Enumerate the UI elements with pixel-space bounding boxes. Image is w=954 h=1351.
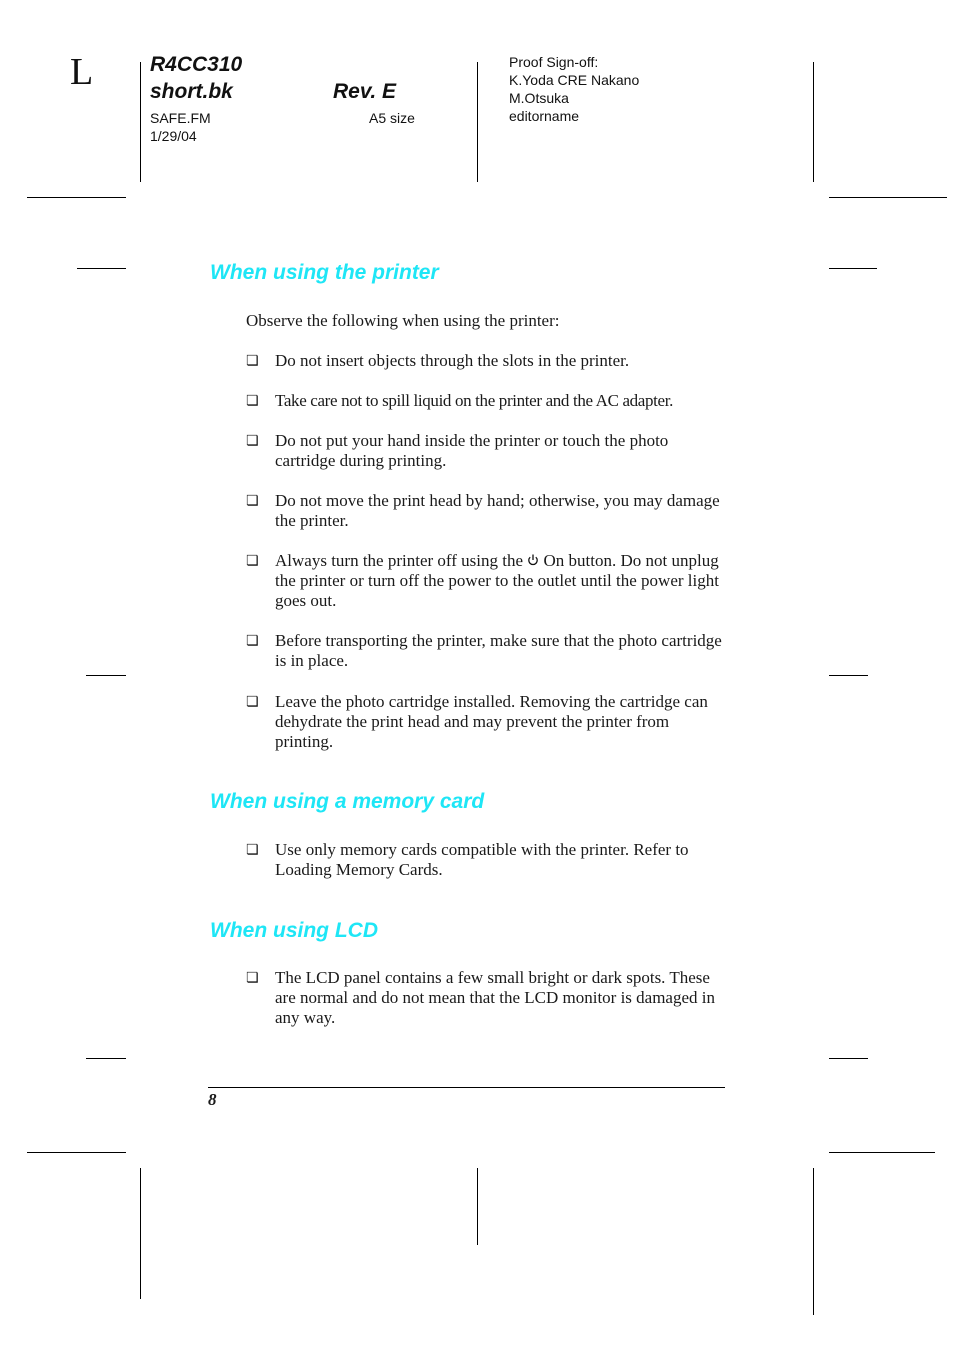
list-item [246,840,731,880]
crop-mark [829,268,877,269]
crop-mark [477,1168,478,1245]
crop-mark [829,1152,935,1153]
crop-mark [27,1152,126,1153]
crop-mark [77,268,126,269]
checkbox-bullet: ❏ [246,353,259,369]
list-item-text: Leave the photo cartridge installed. Removing the cartridge can dehydrate the print head and may prevent the printer from printing. [275,692,708,751]
crop-mark [27,197,126,198]
crop-mark [86,675,126,676]
list-item-text: Do not put your hand inside the printer or touch the photo cartridge during printing. [275,431,669,470]
crop-mark [86,1058,126,1059]
list-item-text: Before transporting the printer, make sure that the photo cartridge is in place. [275,631,722,670]
doc-date: 1/29/04 [150,128,197,144]
list-item-text: Do not insert objects through the slots in the printer. [275,351,630,370]
footer-rule [208,1087,725,1088]
corner-mark: L [70,51,94,93]
crop-mark [477,62,478,182]
power-text-after: On button. Do not unplug the printer or turn off the power to the outlet until the power light goes out. [275,551,719,610]
checkbox-bullet: ❏ [246,842,259,858]
book-name: short.bk [150,80,233,103]
list-item [246,491,731,531]
checkbox-bullet: ❏ [246,553,259,569]
section-heading-printer: When using the printer [210,261,439,284]
crop-mark [140,62,141,182]
list-item [246,968,731,1028]
proof-line: editorname [509,108,580,124]
page-number: 8 [208,1090,217,1109]
crop-mark [140,1168,141,1299]
crop-mark [829,1058,868,1059]
checkbox-bullet: ❏ [246,633,259,649]
checkbox-bullet: ❏ [246,393,259,409]
checkbox-bullet: ❏ [246,493,259,509]
power-text-before: Always turn the printer off using the [275,551,524,570]
list-item-text: The LCD panel contains a few small bright or dark spots. These are normal and do not mean that the LCD monitor is damaged in any way. [275,968,715,1027]
list-item [246,631,731,671]
proof-line: M.Otsuka [509,90,569,106]
checkbox-bullet: ❏ [246,433,259,449]
section-heading-lcd: When using LCD [210,919,378,942]
proof-line: Proof Sign-off: [509,54,599,70]
list-item [246,431,731,471]
list-item-text: Do not move the print head by hand; otherwise, you may damage the printer. [275,491,720,530]
proof-signoff [509,53,639,125]
revision: Rev. E [333,80,397,103]
checkbox-bullet: ❏ [246,694,259,710]
list-item-text: Use only memory cards compatible with the printer. Refer to Loading Memory Cards. [275,840,689,879]
crop-mark [829,197,947,198]
crop-mark [813,62,814,182]
list-item [246,351,731,371]
checkbox-bullet: ❏ [246,970,259,986]
paper-size: A5 size [369,110,415,126]
section-heading-memory-card: When using a memory card [210,790,485,813]
list-item [246,551,731,611]
power-icon [527,553,539,567]
intro-text: Observe the following when using the printer: [246,311,560,330]
list-item [246,391,731,411]
file-name: SAFE.FM [150,110,211,126]
crop-mark [829,675,868,676]
crop-mark [813,1168,814,1315]
list-item [246,692,731,752]
doc-code: R4CC310 [150,53,243,76]
proof-line: K.Yoda CRE Nakano [509,72,640,88]
list-item-text: Take care not to spill liquid on the printer and the AC adapter. [275,391,673,410]
list-item-text [275,551,731,611]
